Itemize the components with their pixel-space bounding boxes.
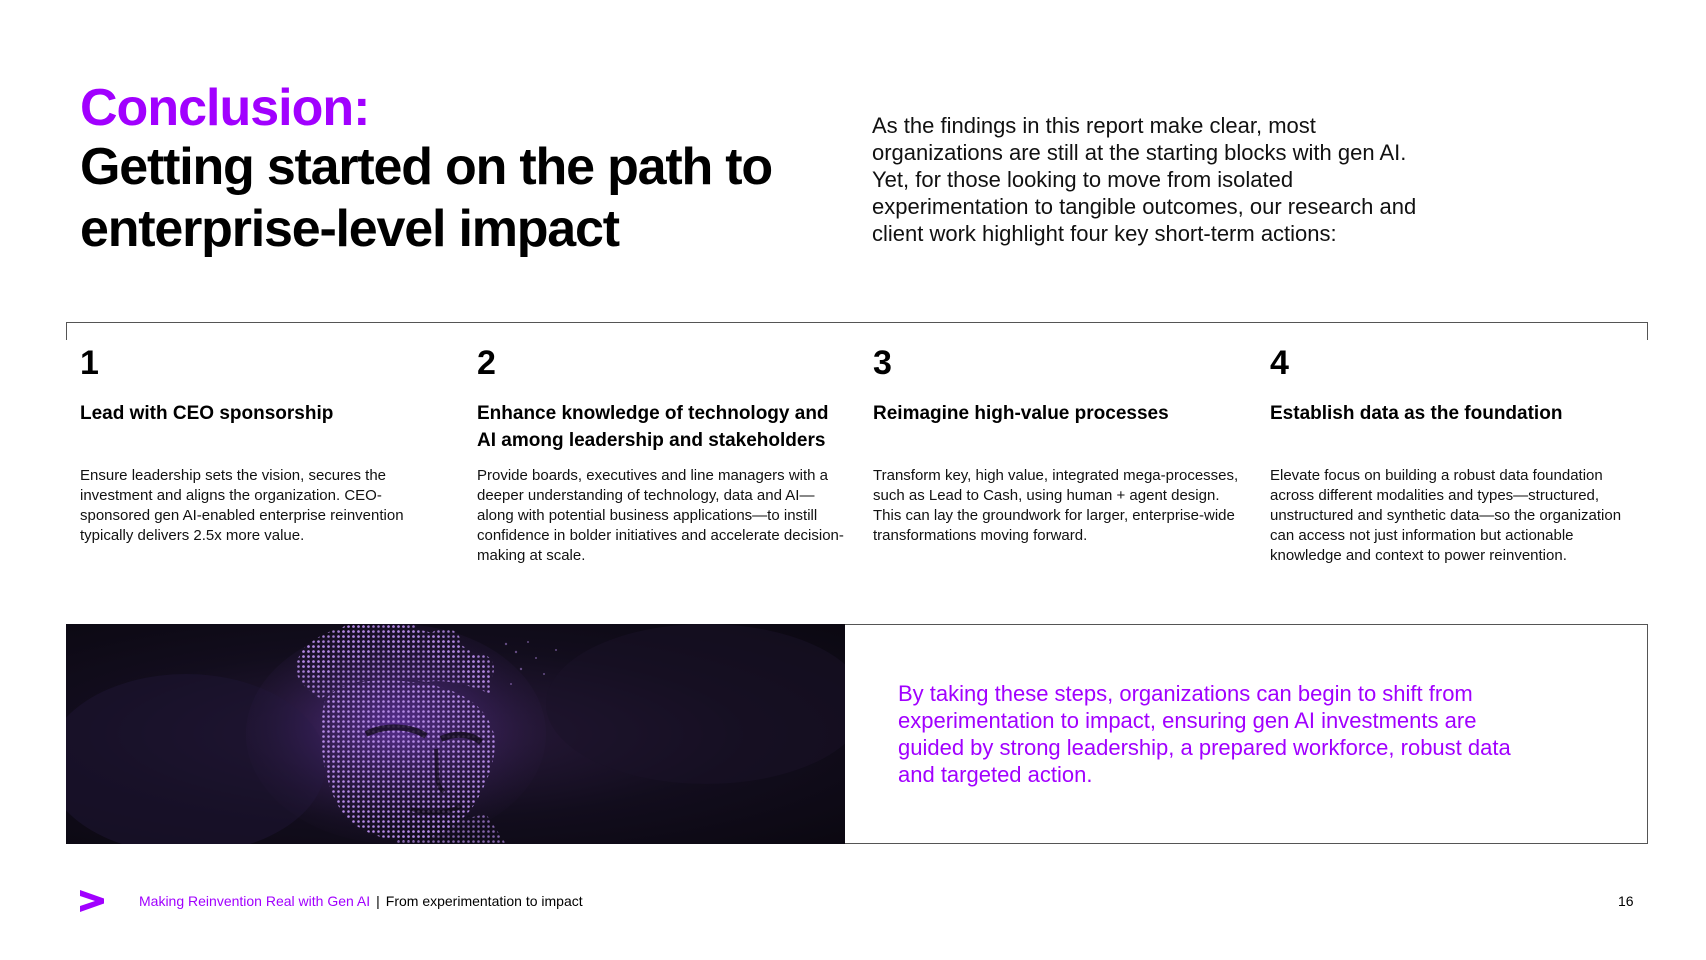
- hero-image: [66, 624, 845, 844]
- step-4: [1270, 340, 1640, 566]
- footer-breadcrumb: [139, 892, 583, 910]
- page-number: 16: [1618, 893, 1634, 909]
- footer-brand-text: Making Reinvention Real with Gen AI: [139, 893, 371, 909]
- closing-statement: By taking these steps, organizations can begin to shift from experimentation to impact, ensuring gen AI investments are guided by strong leadership, a prepared workforce, robust data and targeted action.: [898, 681, 1511, 787]
- page-footer: [0, 880, 1706, 920]
- step-title: Reimagine high-value processes: [873, 403, 1169, 424]
- step-1: [80, 340, 450, 546]
- steps-bracket-divider: [66, 322, 1648, 340]
- step-number: 4: [1270, 344, 1289, 382]
- closing-callout: [845, 624, 1648, 844]
- step-number: 3: [873, 344, 892, 382]
- footer-section-text: From experimentation to impact: [385, 893, 583, 909]
- step-body: Elevate focus on building a robust data foundation across different modalities and types—structured, unstructured and synthetic data—so the organization can access not just information but actionable knowledge and context to power reinvention.: [1270, 467, 1622, 564]
- step-body: Transform key, high value, integrated mega-processes, such as Lead to Cash, using human + agent design. This can lay the groundwork for larger, enterprise-wide transformations moving forward.: [873, 467, 1239, 544]
- page-kicker: Conclusion:: [80, 79, 370, 137]
- accenture-greater-than-icon: [80, 890, 104, 912]
- step-2: [477, 340, 847, 566]
- digital-statue-head-icon: [66, 624, 845, 844]
- page-title: Getting started on the path to enterprise-level impact: [80, 138, 772, 258]
- step-3: [873, 340, 1243, 546]
- footer-separator: |: [376, 893, 380, 909]
- step-number: 2: [477, 344, 496, 382]
- intro-paragraph: As the findings in this report make clear, most organizations are still at the starting blocks with gen AI. Yet, for those looking to move from isolated experimentation to tangible outcomes, our research and client work highlight four key short-term actions:: [872, 113, 1417, 246]
- step-title: Establish data as the foundation: [1270, 403, 1563, 424]
- step-title: Enhance knowledge of technology and AI among leadership and stakeholders: [477, 403, 829, 451]
- step-title: Lead with CEO sponsorship: [80, 403, 334, 424]
- step-number: 1: [80, 344, 99, 382]
- step-body: Ensure leadership sets the vision, secures the investment and aligns the organization. CEO-sponsored gen AI-enabled enterprise reinvention typically delivers 2.5x more value.: [80, 467, 404, 544]
- step-body: Provide boards, executives and line managers with a deeper understanding of technology, data and AI—along with potential business applications—to instill confidence in bolder initiatives and accelerate decision-making at scale.: [477, 467, 844, 564]
